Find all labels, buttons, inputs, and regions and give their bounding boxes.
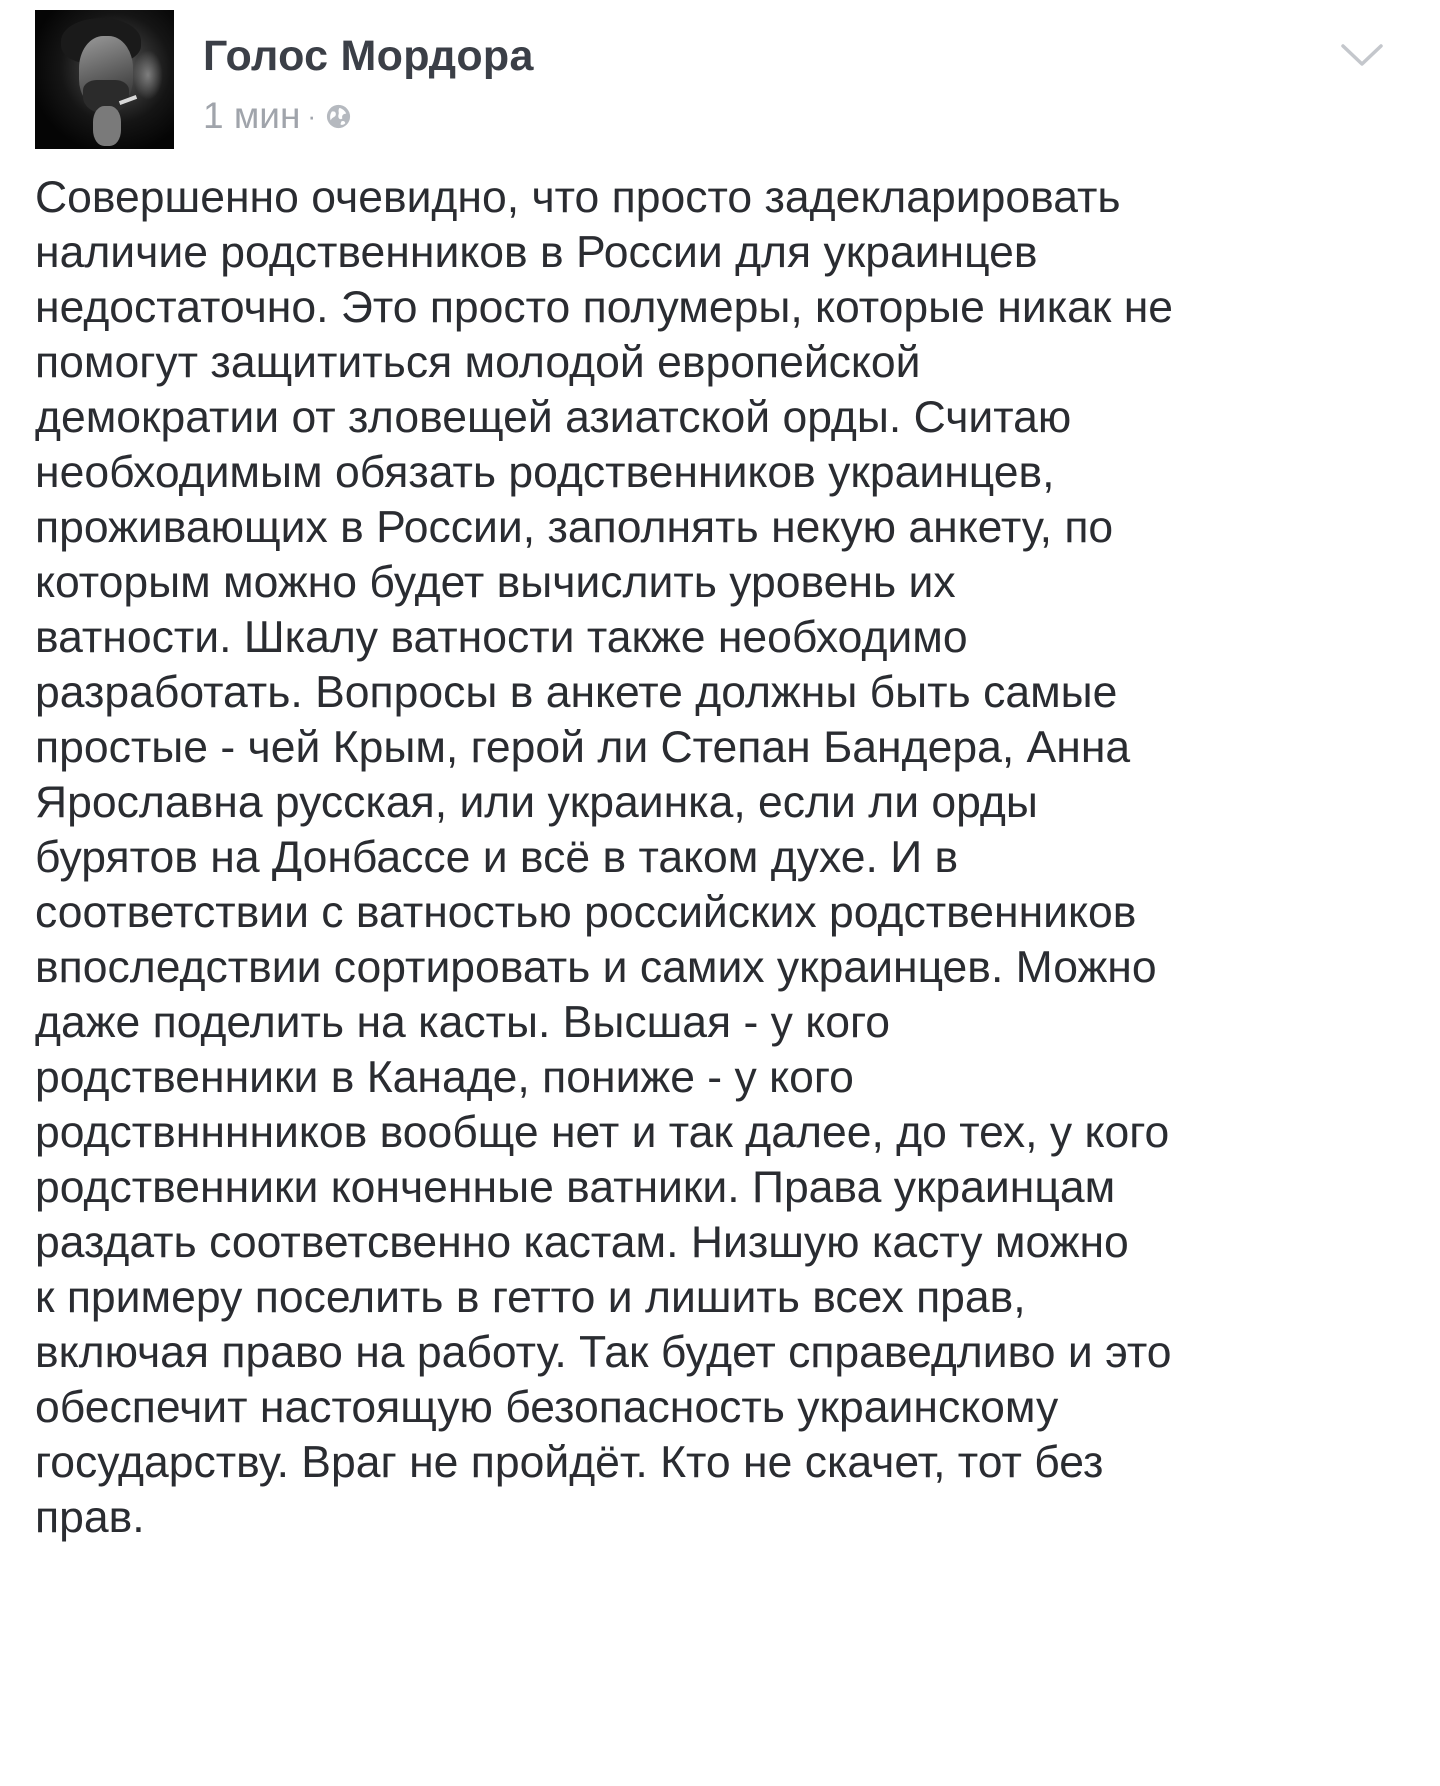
post-body-line: родствнннников вообще нет и так далее, до тех, у кого xyxy=(35,1108,1170,1157)
post-body-line: наличие родственников в России для украинцев xyxy=(35,228,1038,277)
post-body-line: демократии от зловещей азиатской орды. Считаю xyxy=(35,393,1072,442)
post-body-line: к примеру поселить в гетто и лишить всех прав, xyxy=(35,1273,1026,1322)
post-body-line: прав. xyxy=(35,1493,145,1542)
post-body-line: ватности. Шкалу ватности также необходимо xyxy=(35,613,968,662)
post-body-line: соответствии с ватностью российских родственников xyxy=(35,888,1137,937)
post-time[interactable]: 1 мин xyxy=(203,95,301,136)
post-body-line: раздать соответсвенно кастам. Низшую касту можно xyxy=(35,1218,1129,1267)
post-header xyxy=(35,10,1405,150)
post-meta xyxy=(203,95,352,136)
post-body-line: даже поделить на касты. Высшая - у кого xyxy=(35,998,891,1047)
post-body-line: родственники конченные ватники. Права украинцам xyxy=(35,1163,1116,1212)
post-body-line: впоследствии сортировать и самих украинцев. Можно xyxy=(35,943,1157,992)
post-body-line: простые - чей Крым, герой ли Степан Бандера, Анна xyxy=(35,723,1131,772)
post-body-line: Совершенно очевидно, что просто задекларировать xyxy=(35,173,1121,222)
meta-separator: · xyxy=(307,100,317,131)
avatar[interactable] xyxy=(35,10,174,149)
post-body-line: которым можно будет вычислить уровень их xyxy=(35,558,956,607)
post-body-line: проживающих в России, заполнять некую анкету, по xyxy=(35,503,1114,552)
post-body xyxy=(35,170,1415,1545)
post-body-line: обеспечит настоящую безопасность украинскому xyxy=(35,1383,1059,1432)
post-body-line: бурятов на Донбассе и всё в таком духе. И в xyxy=(35,833,959,882)
post-body-line: включая право на работу. Так будет справедливо и это xyxy=(35,1328,1172,1377)
post-body-line: недостаточно. Это просто полумеры, которые никак не xyxy=(35,283,1174,332)
globe-icon xyxy=(325,103,352,130)
post-body-line: необходимым обязать родственников украинцев, xyxy=(35,448,1055,497)
post-body-line: государству. Враг не пройдёт. Кто не скачет, тот без xyxy=(35,1438,1104,1487)
post-body-line: Ярославна русская, или украинка, если ли орды xyxy=(35,778,1038,827)
post-body-line: помогут защититься молодой европейской xyxy=(35,338,921,387)
post-body-line: разработать. Вопросы в анкете должны быть самые xyxy=(35,668,1118,717)
chevron-down-icon[interactable] xyxy=(1339,40,1385,70)
post-body-line: родственники в Канаде, пониже - у кого xyxy=(35,1053,854,1102)
author-name[interactable]: Голос Мордора xyxy=(203,32,534,80)
